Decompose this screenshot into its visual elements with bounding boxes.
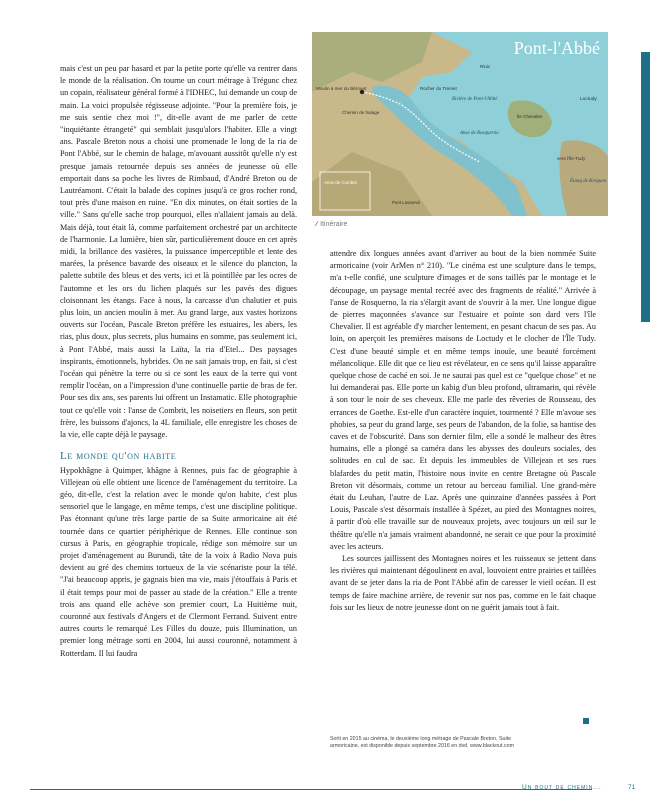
body-paragraph: mais c'est un peu par hasard et par la petite porte qu'elle va rentrer dans le monde de la réalisation. On tourne un court métrage à Trégunc chez un copain, réalisateur général formé à l'IDHEC, lui demande un coup de main. La voici propulsée régisseuse adjointe. "Pour la première fois, je me suis sentie chez moi !", dit-elle avant de me parler de cette "inquiétante étrangeté" qui semblait jusqu'alors l'habiter. Elle a vingt ans. Pascale Breton nous a choisi une promenade le long de la ria de Pont l'Abbé, sur le chemin de halage, m'avouant aussitôt qu'elle n'y est presque jamais retournée depuis ses années de jeunesse où elle emportait dans sa poche les livres de Rimbaud, d'André Breton ou de Lautréamont. C'était la balade des copines jusqu'à ce gros rocher rond, tout près d'une maison en ruine. "En dix minutes, on était sorties de la ville." Sans qu'elle sache trop pourquoi, elles n'allaient jamais au delà. Mais déjà, tout était là, comme parfaitement orchestré par un architecte de l'harmonie. La lumière, bien sûr, particulièrement douce en cet après midi, la brillance des vasières, la puissance imperceptible et lente des marées, la présence bavarde des oiseaux et le silence du plancton, la palette subtile des bleus et des verts, ici et là pointillée par les ocres de l'automne et les ors du lichen plaqués sur les pavés des digues cloisonnant les étangs. Face à nous, la carcasse d'un chalutier et puis plus loin, un ancien moulin à mer. Au grand large, aux vastes horizons ouverts sur l'océan, Pascale Breton préfère les estuaires, les abers, les rias, plus doux, plus secrets, plus humains en somme, pas seulement ici, à Pont l'Abbé, mais aussi la Laïta, la ria d'Etel... Des paysages inspirants, émotionnels, hybrides. On ne sait jamais trop, en fait, si c'est l'océan qui pénètre la terre ou si ce sont les eaux de la terre qui vont remplir l'océan, on a l'impression d'une continuelle partie de bras de fer. Pour ses dix ans, ses parents lui offrent un Instamatic. Elle photographie tout ce qu'elle voit : l'anse de Combrit, les noisetiers en fleurs, son petit frère, les buissons d'ajoncs, la 4L familiale, elle enregistre les choses de la vie, elle capte déjà le paysage. <box>60 64 297 440</box>
map-label: Chemin de halage <box>342 110 380 115</box>
running-footer-title: Un bout de chemin... <box>522 784 602 791</box>
footer-rule <box>30 789 592 790</box>
map-label: Pont Lasservé <box>392 200 421 205</box>
map-label: Rocher du Tremet <box>420 86 457 91</box>
map-label: Anse de Rosquerno <box>460 131 499 136</box>
map-title: Pont-l'Abbé <box>513 38 600 58</box>
map-label: Loctudy <box>580 97 597 102</box>
map-caption <box>316 221 347 228</box>
body-paragraph: Hypokhâgne à Quimper, khâgne à Rennes, puis fac de géographie à Villejean où elle obtient une licence de l'aménagement du territoire. La géo, dit-elle, c'est la relation avec le monde qu'on habite, c'est plus sensoriel que le langage, en même temps, c'est une discipline politique. Pas étonnant qu'une très large partie de sa Suite armoricaine ait été tournée dans ce quartier périphérique de Rennes. Elle continue son cursus à Paris, en géographie tropicale, rédige son mémoire sur un projet d'aménagement au Burundi, tâte de la voix à Radio Nova puis devient au gré des chemins tortueux de la vie scénariste pour la télé. "J'ai beaucoup appris, je gagnais bien ma vie, mais j'étouffais à Paris et il était temps pour moi de passer au stade de la création." Elle a trente trois ans quand elle achève son premier court, La Huitième nuit, couronné aux festivals d'Angers et de Clermont Ferrand. Suivent entre autres courts le remarqué Les Filles du douze, puis Illumination, un premier long métrage sorti en 2004, lui aussi couronné, notamment à Rotterdam. Il lui faudra <box>60 465 297 658</box>
map-label: Île Chevalier <box>517 114 543 119</box>
end-of-article-icon <box>583 718 589 724</box>
right-text-column <box>330 248 596 614</box>
map-caption-text: Itinéraire <box>320 221 348 228</box>
section-edge-tab <box>641 52 650 322</box>
page-number: 71 <box>628 784 636 791</box>
section-heading: Le monde qu'on habite <box>60 450 177 463</box>
map-label: Étang de Kerguen <box>570 179 607 184</box>
itinerary-legend-icon: ∕ <box>316 221 318 228</box>
map-label: Anse de Combrit <box>324 180 357 185</box>
map-label: Moulin à mer du Bérouet <box>316 86 367 91</box>
map-label: vers l'Île-Tudy <box>557 156 586 161</box>
map-illustration <box>312 32 608 216</box>
map-label: Rinic <box>480 64 491 69</box>
body-paragraph: Les sources jaillissent des Montagnes noires et les ruisseaux se jettent dans les rivières qui maintenant dégoulinent en aval, louvoient entre prairies et taillées avant de se jeter dans la ria de Pont l'Abbé afin de caresser le vieil océan. Il est temps de faire machine arrière, de revenir sur nos pas, comme en le fait chaque fois sur les lieux de notre jeunesse dont on ne guérit jamais tout à fait. <box>330 554 597 612</box>
footnote: Sorti en 2015 au cinéma, le deuxième long métrage de Pascale Breton, Suite armoricaine, est disponible depuis septembre 2016 en dvd. www.blackout.com <box>330 736 515 749</box>
body-paragraph: attendre dix longues années avant d'arriver au bout de la bien nommée Suite armoricaine (voir ArMen n° 210). "Le cinéma est une sculpture dans le temps, m'a t-elle confié, une sculpture d'images et de sons taillés par le montage et le découpage, un paysage mental recréé avec des fragments de réalité." Arrivée à l'anse de Rosquerno, la ria s'élargit avant de s'ouvrir à la mer. Une longue digue de pierres maçonnées s'avance sur l'estuaire et pointe son dard vers l'île Chevalier. Il est agréable d'y marcher lentement, en pesant chacun de ses pas. Au loin, on aperçoit les premières maisons de Loctudy et le clocher de l'Île Tudy. C'est d'une beauté simple et en même temps inouïe, une beauté forcément mélancolique. Elle dit que ce lieu est révélateur, en ce sens qu'il laisse apparaître quelque chose de caché en soi. Je ne saurai pas quel est ce "quelque chose" et ne lui demanderai pas. Elle porte un kabig d'un bleu profond, ultramarin, qui révèle à son tour le noir de ses cheveux. Elle me parle des rêveries de Rousseau, des errances de Goethe. Est-elle d'un caractère inquiet, tourmenté ? Elle m'avoue ses phobies, sa peur du grand large, ses peurs de l'abandon, de la folie, sa hantise des caves et de l'obscurité. Dans son dernier film, elle a sondé le malheur des êtres humains, elle a plongé sa caméra dans les abysses des douleurs sociales, des solitudes en cul de sac. Et depuis les immeubles de Villejean et ses rues blafardes du petit matin, l'histoire nous invite en centre Bretagne où Pascale Breton vit désormais, comme un retour au berceau familial. Une grand-mère était du Leuhan, l'autre de Laz. Après une quinzaine d'années passées à Port Louis, Pascale s'est désormais installée à Spézet, au pied des Montagnes noires, à partir d'où elle travaille sur de nouveaux projets, avec toujours un œil sur le théâtre qu'elle n'a jamais vraiment abandonné, ne serait ce que pour la proximité avec les acteurs. <box>330 249 596 551</box>
left-text-column <box>60 63 297 660</box>
map-label: Rivière de Pont-l'Abbé <box>452 97 498 102</box>
